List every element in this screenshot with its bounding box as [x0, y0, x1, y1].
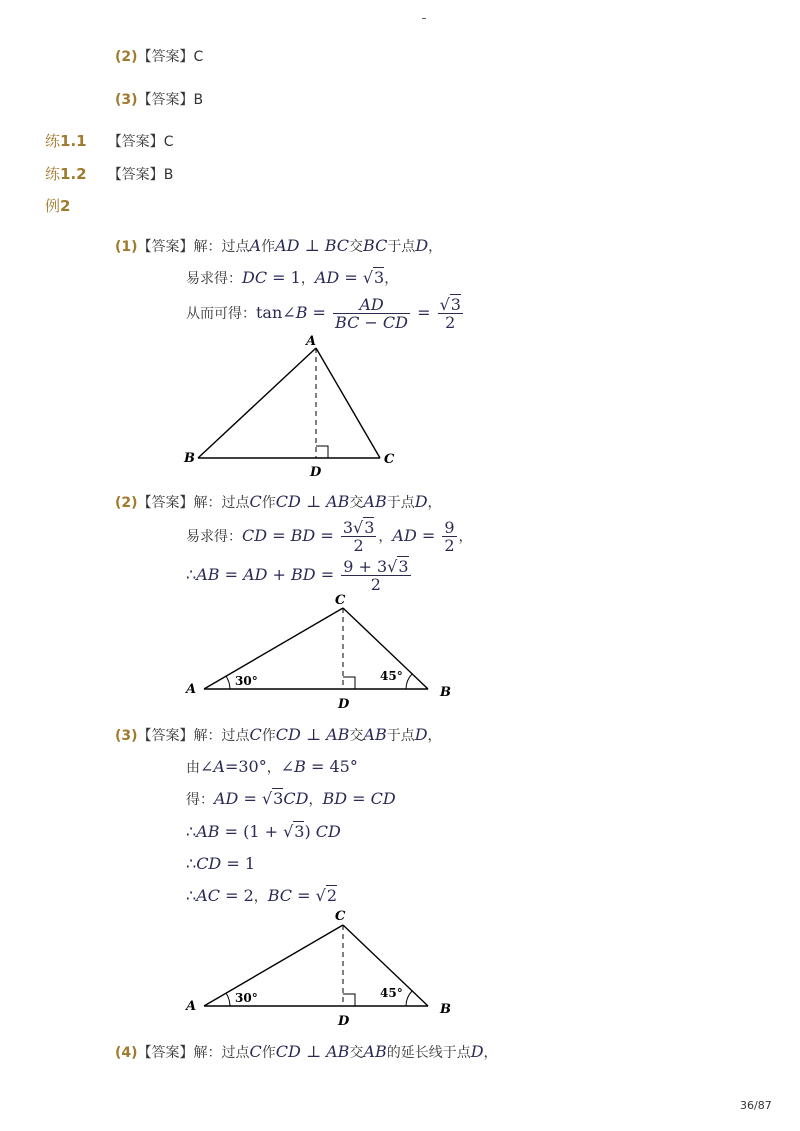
question-number: (3): [115, 92, 138, 108]
question-number: (2): [115, 49, 138, 65]
answer-value: B: [163, 167, 174, 183]
vertex-label-d: D: [310, 465, 322, 480]
part1-line3: 从而可得：tan∠B = $\frac{AD}{BC - CD}$ = $\frac{√3}{2}$: [186, 295, 461, 332]
part2-line1: (2)【答案】解：过点C作CD ⊥ AB交AB于点D，: [115, 492, 442, 511]
answer-value: B: [193, 92, 204, 108]
answer-line-q3: [115, 89, 203, 109]
vertex-label-c: C: [335, 909, 346, 924]
answer-value: C: [163, 134, 174, 150]
part-number: (3): [115, 728, 138, 744]
practice-number: 1.2: [60, 165, 87, 183]
vertex-label-d: D: [338, 697, 350, 712]
part1-line1: (1)【答案】解：过点A作AD ⊥ BC交BC于点D，: [115, 236, 443, 255]
fraction: $\frac{3√3}{2}$: [342, 518, 375, 555]
example-2-heading: [45, 195, 70, 216]
vertex-label-d: D: [338, 1014, 350, 1029]
part2-line3: ∴AB = AD + BD = $\frac{9 + 3√3}{2}$: [186, 557, 409, 594]
practice-prefix: 练: [45, 132, 61, 150]
practice-number: 1.1: [60, 132, 87, 150]
angle-label-30: 30°: [235, 674, 258, 688]
part4-line1: (4)【答案】解：过点C作CD ⊥ AB交AB的延长线于点D，: [115, 1042, 498, 1061]
part-number: (4): [115, 1045, 138, 1061]
part2-line2: 易求得：CD = BD = $\frac{3√3}{2}$ ，AD = $\frac{9}{2}$ ，: [186, 518, 473, 555]
vertex-label-c: C: [335, 593, 346, 608]
practice-1-2: [45, 163, 173, 184]
fraction: $\frac{9 + 3√3}{2}$: [343, 557, 409, 594]
angle-label-45: 45°: [380, 669, 403, 683]
example-number: 2: [60, 197, 71, 215]
answer-value: C: [193, 49, 204, 65]
vertex-label-c: C: [384, 452, 395, 467]
vertex-label-a: A: [186, 682, 197, 697]
vertex-label-a: A: [186, 999, 197, 1014]
practice-prefix: 练: [45, 165, 61, 183]
fraction: $\frac{AD}{BC - CD}$: [335, 295, 408, 332]
figure-3-triangle: [180, 909, 470, 1034]
answer-tag: 【答案】: [137, 49, 194, 65]
part1-line2: 易求得：DC = 1，AD = √3，: [186, 268, 399, 287]
vertex-label-b: B: [440, 1002, 451, 1017]
solution-text: 解：过点: [193, 239, 250, 255]
part3-line3: 得：AD = √3CD，BD = CD: [186, 789, 396, 808]
angle-label-45: 45°: [380, 986, 403, 1000]
fraction: $\frac{√3}{2}$: [439, 295, 461, 332]
part3-line5: ∴CD = 1: [186, 854, 256, 873]
answer-tag: 【答案】: [137, 728, 194, 744]
answer-tag: 【答案】: [137, 239, 194, 255]
header-mark: [422, 18, 426, 19]
practice-1-1: [45, 130, 173, 151]
answer-tag: 【答案】: [137, 92, 194, 108]
part3-line6: ∴AC = 2，BC = √2: [186, 886, 338, 905]
figure-2-triangle: [180, 592, 470, 717]
answer-tag: 【答案】: [137, 1045, 194, 1061]
vertex-label-b: B: [440, 685, 451, 700]
part-number: (2): [115, 495, 138, 511]
figure-1-triangle: [180, 330, 420, 480]
angle-label-30: 30°: [235, 991, 258, 1005]
part3-line1: (3)【答案】解：过点C作CD ⊥ AB交AB于点D，: [115, 725, 442, 744]
answer-tag: 【答案】: [107, 134, 164, 150]
answer-tag: 【答案】: [107, 167, 164, 183]
part3-line2: 由∠A=30°，∠B = 45°: [186, 757, 358, 776]
answer-tag: 【答案】: [137, 495, 194, 511]
fraction: $\frac{9}{2}$: [444, 518, 455, 555]
page-number: 36/87: [740, 1099, 772, 1112]
vertex-label-b: B: [184, 451, 195, 466]
part3-line4: ∴AB = (1 + √3) CD: [186, 822, 341, 841]
vertex-label-a: A: [306, 334, 317, 349]
example-prefix: 例: [45, 197, 61, 215]
part-number: (1): [115, 239, 138, 255]
answer-line-q2: [115, 46, 203, 66]
